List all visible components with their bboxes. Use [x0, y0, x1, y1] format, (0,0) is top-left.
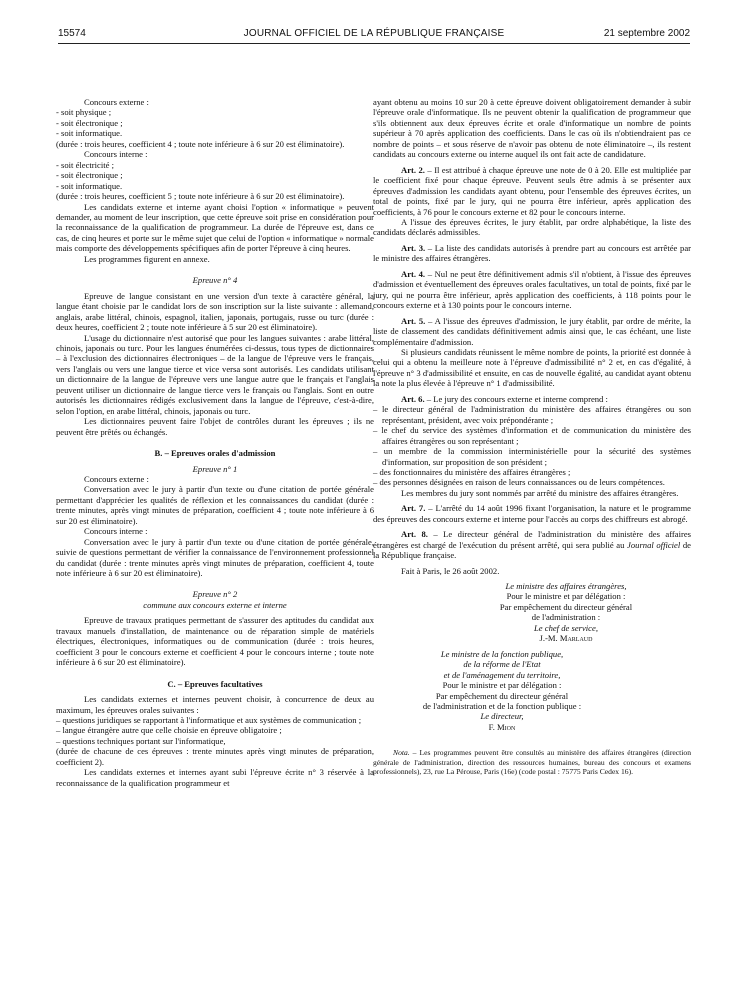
article-text: – Le jury des concours externe et interne comprend :	[424, 393, 608, 404]
signatory-name: F. Mion	[488, 721, 516, 732]
article-text: – Nul ne peut être définitivement admis s'il n'obtient, à l'issue des épreuves d'admission et éventuellement des épreuves orales facultatives, un total de points, fixé par le jury, qui ne pourra être inférieur, après application des coefficients, à 118 points pour le concours externe et à 130 points pour le concours interne.	[373, 268, 692, 311]
paragraph: Conversation avec le jury à partir d'un texte ou d'une citation de portée générale, suivie de questions permettant de vérifier la connaissance de l'environnement professionnel du candidat (durée : trente minutes après vingt minutes de préparation, coefficient 4, toute note inférieure à 6 sur 20 est éliminatoire).	[56, 536, 374, 579]
article-text: de la République française.	[373, 539, 691, 561]
paragraph: Si plusieurs candidats réunissent le même nombre de points, la priorité est donnée à celui qui a obtenu la meilleure note à l'épreuve d'admissibilité n° 2 et, en cas d'égalité, à l'épreuve n° 3 d'admissibilité et ensuite, en cas de nouvelle égalité, au candidat ayant obtenu la note la plus élevée à l'épreuve n° 1 d'admissibilité.	[373, 346, 691, 389]
article-3	[373, 243, 691, 264]
header-rule	[58, 43, 690, 44]
list-item: - soit électronique ;	[56, 117, 123, 128]
paragraph: Les candidats externe et interne ayant choisi l'option « informatique » peuvent demander, au moment de leur inscription, que cette épreuve soit prise en considération pour la reconnaissance de la qualification de programmeur. La durée de l'épreuve est, dans ce cas, de cinq heures et porte sur le même sujet que celui de l'option « informatique » normale mais comporte des développements spécifiques afin de porter l'épreuve à cinq heures.	[56, 201, 374, 254]
list-item: – des personnes désignées en raison de leurs connaissances ou de leurs compétences.	[373, 477, 665, 488]
signature-line: Le chef de service,	[534, 622, 598, 633]
signature-line: Le directeur,	[480, 711, 524, 722]
section-heading: B. – Epreuves orales d'admission	[154, 448, 276, 459]
paragraph: (durée : trois heures, coefficient 5 ; toute note inférieure à 6 sur 20 est éliminatoire).	[56, 191, 345, 202]
section-heading: Epreuve n° 4	[192, 275, 238, 286]
publication-date: 21 septembre 2002	[603, 28, 690, 39]
article-label: Art. 2.	[401, 164, 425, 175]
list-item: - soit informatique.	[56, 128, 123, 139]
section-subheading: commune aux concours externe et interne	[143, 599, 287, 610]
list-item: - soit physique ;	[56, 107, 112, 118]
signature-line: de l'administration :	[531, 612, 601, 623]
list-item: – questions juridiques se rapportant à l'informatique et aux systèmes de communication ;	[56, 715, 362, 726]
page-number: 15574	[58, 28, 86, 39]
list-item: – des fonctionnaires du ministère des affaires étrangères ;	[373, 466, 571, 477]
paragraph: Concours interne :	[84, 149, 148, 160]
list-item: – le directeur général de l'administration du ministère des affaires étrangères ou son représentant, président, avec voix prépondérante ;	[373, 404, 691, 425]
signature-line: Le ministre de la fonction publique,	[440, 648, 564, 659]
article-6	[373, 394, 691, 404]
left-column	[56, 97, 374, 788]
paragraph: Concours interne :	[84, 526, 148, 537]
paragraph: Les candidats externes et internes peuvent choisir, à concurrence de deux au maximum, les épreuves orales suivantes :	[56, 694, 374, 715]
list-item: - soit informatique.	[56, 180, 123, 191]
signature-line: Pour le ministre et par délégation :	[442, 680, 562, 691]
paragraph: Concours externe :	[84, 473, 149, 484]
section-heading: C. – Epreuves facultatives	[167, 678, 263, 689]
article-text: – L'arrêté du 14 août 1996 fixant l'organisation, la nature et le programme des épreuves des concours externe et interne pour l'accès au corps des chiffreurs est abrogé.	[373, 503, 691, 524]
signatory-name: J.-M. Marlaud	[539, 633, 593, 644]
article-text: – Le directeur général de l'administration du ministère des affaires étrangères est chargé de l'exécution du présent arrêté, qui sera publié au	[373, 529, 691, 550]
list-item: – questions techniques portant sur l'informatique,	[56, 735, 226, 746]
list-item: – langue étrangère autre que celle choisie en épreuve obligatoire ;	[56, 725, 282, 736]
page-header	[58, 28, 690, 42]
signature-line: et de l'aménagement du territoire,	[443, 669, 561, 680]
article-label: Art. 6.	[401, 393, 425, 404]
section-heading: Epreuve n° 1	[192, 463, 238, 474]
paragraph: L'usage du dictionnaire n'est autorisé que pour les langues suivantes : arabe littéral, chinois, japonais ou turc. Pour les langues énumérées ci-dessus, tous types de dictionnaires – à l'exclusion des dictionnaires électroniques – de la langue de l'épreuve vers le français, vers l'anglais ou vers une langue tierce et vice versa sont autorisés. Les candidats utilisant un dictionnaire de la langue de l'épreuve vers une langue autre que le français et l'anglais peuvent utiliser un dictionnaire de langue tierce vers le français ou l'anglais. Sont en outre autorisés les dictionnaires rédigés exclusivement dans la langue de l'épreuve, c'est-à-dire, selon l'option, en arabe littéral, chinois, japonais ou turc.	[56, 332, 374, 416]
paragraph: Les programmes figurent en annexe.	[84, 253, 210, 264]
paragraph: Concours externe :	[84, 97, 149, 107]
section-heading: Epreuve n° 2	[192, 589, 238, 600]
signature-line: Le ministre des affaires étrangères,	[505, 581, 627, 592]
signature-block-1	[373, 581, 691, 644]
right-column	[373, 97, 691, 776]
paragraph: ayant obtenu au moins 10 sur 20 à cette épreuve doivent obligatoirement demander à subir l'épreuve orale d'informatique. Ils ne peuvent obtenir la qualification de programmeur que s'ils obtiennent aux deux épreuves écrite et orale d'informatique un nombre de points supérieur à 70 après application des coefficients. Dans le cas où ils n'obtiendraient pas ce nombre de points – et sous réserve de n'avoir pas obtenu de note éliminatoire –, ils restent candidats au concours externe ou interne auquel ils ont fait acte de candidature.	[373, 97, 691, 160]
paragraph: Les membres du jury sont nommés par arrêté du ministre des affaires étrangères.	[401, 487, 679, 498]
paragraph: Epreuve de langue consistant en une version d'un texte à caractère général, la langue étant choisie par le candidat lors de son inscription sur la liste suivante : allemand, anglais, arabe littéral, chinois, espagnol, italien, japonais, portugais, russe ou turc (durée : deux heures, coefficient 2 ; toute note inférieure à 5 sur 20 est éliminatoire).	[56, 290, 374, 333]
journal-name: Journal officiel	[627, 539, 681, 550]
list-item: - soit électronique ;	[56, 170, 123, 181]
paragraph: Epreuve de travaux pratiques permettant de s'assurer des aptitudes du candidat aux travaux manuels d'installation, de maintenance ou de réparation simple de matériels électriques, électroniques, informatiques ou de communication (durée : trois heures, coefficient 3 pour le concours externe et coefficient 4 pour le concours interne ; toute note inférieure à 6 sur 20 est éliminatoire).	[56, 615, 374, 668]
article-label: Art. 8.	[401, 529, 428, 540]
article-text: – Il est attribué à chaque épreuve une note de 0 à 20. Elle est multipliée par le coefficient fixé pour chaque épreuve. Peuvent seuls être admis à se présenter aux épreuves d'admission les candidats ayant obtenu, pour l'ensemble des épreuves écrites, un total de points, fixé par le jury, qui ne pourra être inférieur, après application des coefficients, à 76 pour le concours externe et 82 pour le concours interne.	[373, 164, 692, 217]
paragraph: (durée de chacune de ces épreuves : trente minutes après vingt minutes de préparation, coefficient 2).	[56, 746, 374, 767]
signature-line: de l'administration et de la fonction publique :	[422, 701, 582, 712]
signature-line: de la réforme de l'Etat	[463, 659, 541, 670]
paragraph: (durée : trois heures, coefficient 4 ; toute note inférieure à 6 sur 20 est éliminatoire).	[56, 138, 345, 149]
signature-line: Par empêchement du directeur général	[499, 601, 633, 612]
signature-place-date: Fait à Paris, le 26 août 2002.	[401, 565, 500, 576]
list-item: – le chef du service des systèmes d'information et de communication du ministère des affaires étrangères ou son représentant ;	[373, 425, 691, 446]
footnote	[373, 748, 691, 776]
paragraph: Conversation avec le jury à partir d'un texte ou d'une citation de portée générale permettant d'apprécier les qualités de réflexion et les connaissances du candidat (durée : trente minutes, après vingt minutes de préparation, coefficient 4 ; toute note inférieure à 6 sur 20 est éliminatoire).	[56, 484, 374, 526]
article-2	[373, 165, 691, 217]
article-7	[373, 503, 691, 524]
list-item: – un membre de la commission interministérielle pour la sécurité des systèmes d'information, sur proposition de son président ;	[373, 446, 691, 467]
signature-line: Pour le ministre et par délégation :	[506, 591, 626, 602]
article-4	[373, 269, 691, 311]
signature-block-2	[373, 649, 691, 733]
signature-line: Par empêchement du directeur général	[435, 690, 569, 701]
paragraph: Les dictionnaires peuvent faire l'objet de contrôles durant les épreuves ; ils ne peuvent être prêtés ou échangés.	[56, 416, 374, 437]
paragraph: A l'issue des épreuves écrites, le jury établit, par ordre alphabétique, la liste des candidats déclarés admissibles.	[373, 216, 691, 238]
paragraph: Les candidats externes et internes ayant subi l'épreuve écrite n° 3 réservée à la reconnaissance de la qualification programmeur et	[56, 767, 374, 788]
article-label: Art. 4.	[401, 268, 426, 279]
article-text: – La liste des candidats autorisés à prendre part au concours est arrêtée par le ministre des affaires étrangères.	[373, 242, 692, 264]
list-item: - soit électricité ;	[56, 159, 114, 170]
journal-title: JOURNAL OFFICIEL DE LA RÉPUBLIQUE FRANÇAISE	[243, 28, 505, 39]
article-5	[373, 316, 691, 347]
article-text: – A l'issue des épreuves d'admission, le jury établit, par ordre de mérite, la liste de classement des candidats définitivement admis ainsi que, le cas échéant, une liste complémentaire d'admission.	[373, 315, 691, 347]
article-8	[373, 529, 691, 560]
footnote-text: – Les programmes peuvent être consultés au ministère des affaires étrangères (direction générale de l'administration, direction des ressources humaines, bureau des concours et examens professionnels), 23, rue La Pérouse, Paris (16e) (code postal : 75775 Paris Cedex 16).	[373, 748, 691, 776]
article-label: Art. 5.	[401, 315, 426, 326]
article-label: Art. 3.	[401, 242, 426, 253]
footnote-label: Nota.	[393, 748, 410, 758]
article-label: Art. 7.	[401, 503, 426, 514]
